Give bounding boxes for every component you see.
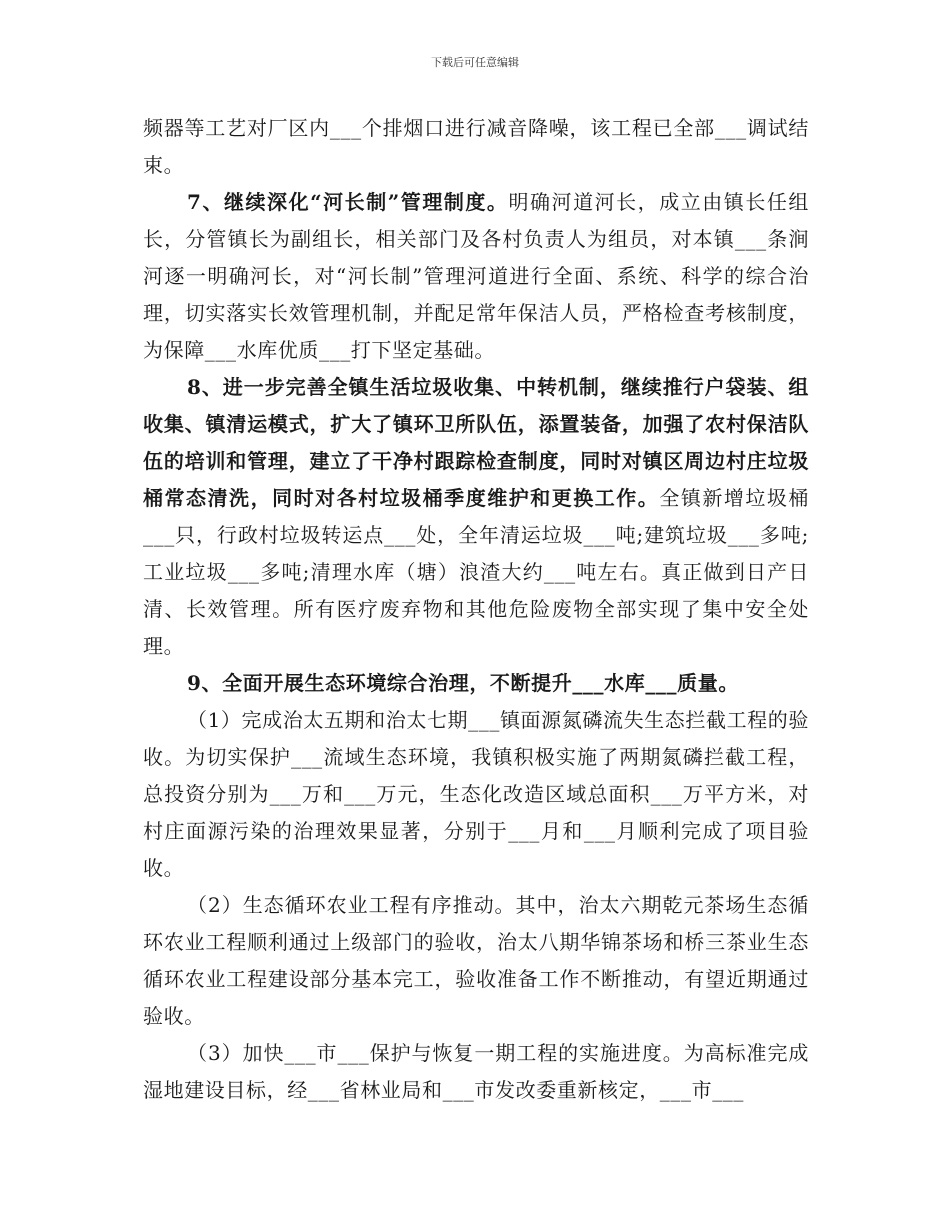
paragraph-sub-1	[143, 702, 809, 887]
paragraph-text: 频器等工艺对厂区内___个排烟口进行减音降噪，该工程已全部___调试结束。	[143, 116, 809, 177]
page-header: 下载后可任意编辑	[431, 56, 519, 69]
paragraph-text: （3）加快___市___保护与恢复一期工程的实施进度。为高标准完成湿地建设目标，经___省林业局和___市发改委重新核定，___市___	[143, 1041, 809, 1102]
paragraph-item-9	[143, 665, 809, 702]
paragraph-item-7	[143, 184, 809, 369]
paragraph-text: 明确河道河长，成立由镇长任组长，分管镇长为副组长，相关部门及各村负责人为组员，对本镇___条涧河逐一明确河长，对“河长制”管理河道进行全面、系统、科学的综合治理，切实落实长效管理机制，并配足常年保洁人员，严格检查考核制度，为保障___水库优质___打下坚定基础。	[143, 190, 809, 362]
paragraph-continuation	[143, 110, 809, 184]
paragraph-text: 全镇新增垃圾桶___只，行政村垃圾转运点___处，全年清运垃圾___吨;建筑垃圾___多吨;工业垃圾___多吨;清理水库（塘）浪渣大约___吨左右。真正做到日产日清、长效管理。所有医疗废弃物和其他危险废物全部实现了集中安全处理。	[143, 486, 809, 658]
paragraph-text: （1）完成治太五期和治太七期___镇面源氮磷流失生态拦截工程的验收。为切实保护___流域生态环境，我镇积极实施了两期氮磷拦截工程，总投资分别为___万和___万元，生态化改造区域总面积___万平方米，对村庄面源污染的治理效果显著，分别于___月和___月顺利完成了项目验收。	[143, 708, 809, 880]
document-body	[143, 110, 809, 1109]
paragraph-item-8	[143, 369, 809, 665]
paragraph-heading: 8、进一步完善全镇生活垃圾收集、中转机制，继续推行户袋装、组收集、镇清运模式，扩大了镇环卫所队伍，添置装备，加强了农村保洁队伍的培训和管理，建立了干净村跟踪检查制度，同时对镇区周边村庄垃圾桶常态清洗，同时对各村垃圾桶季度维护和更换工作。	[143, 375, 809, 510]
paragraph-text: （2）生态循环农业工程有序推动。其中，治太六期乾元茶场生态循环农业工程顺利通过上级部门的验收，治太八期华锦茶场和桥三茶业生态循环农业工程建设部分基本完工，验收准备工作不断推动，有望近期通过验收。	[143, 893, 809, 1028]
paragraph-sub-3	[143, 1035, 809, 1109]
paragraph-heading: 7、继续深化“河长制”管理制度。	[187, 190, 509, 214]
paragraph-sub-2	[143, 887, 809, 1035]
paragraph-heading: 9、全面开展生态环境综合治理，不断提升___水库___质量。	[187, 671, 739, 695]
